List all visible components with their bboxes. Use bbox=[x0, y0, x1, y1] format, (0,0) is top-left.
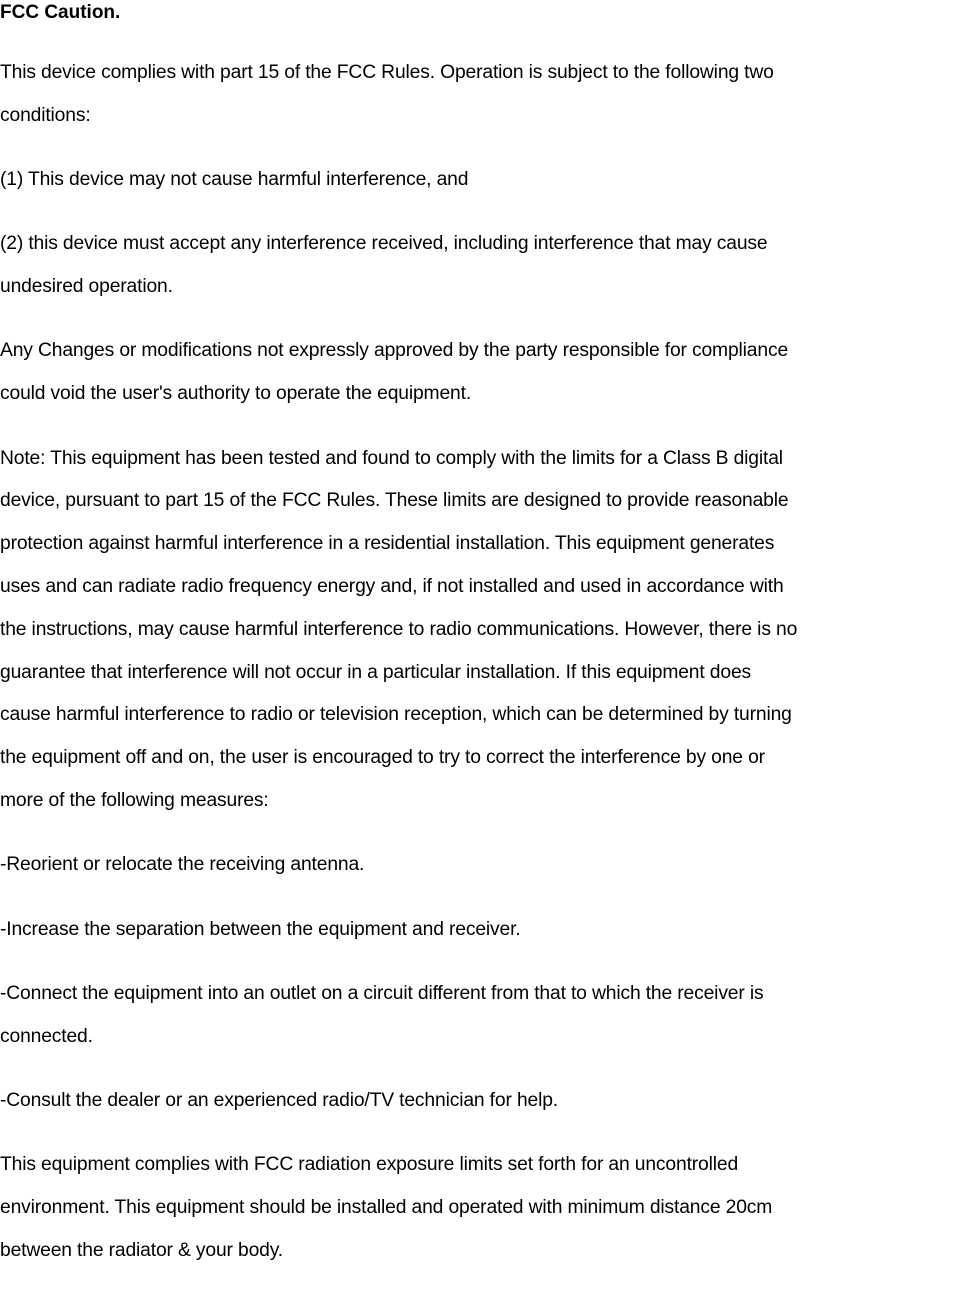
paragraph bbox=[0, 438, 969, 823]
text-line: protection against harmful interference in a residential installation. This equipment generates bbox=[0, 533, 775, 555]
text-line: undesired operation. bbox=[0, 276, 173, 298]
document-title: FCC Caution. bbox=[0, 2, 121, 23]
text-line: device, pursuant to part 15 of the FCC Rules. These limits are designed to provide reasonable bbox=[0, 490, 789, 512]
text-line: environment. This equipment should be installed and operated with minimum distance 20cm bbox=[0, 1197, 773, 1219]
text-line: This device complies with part 15 of the FCC Rules. Operation is subject to the following two bbox=[0, 62, 774, 83]
paragraph bbox=[0, 52, 969, 138]
text-line: -Reorient or relocate the receiving antenna. bbox=[0, 854, 365, 876]
text-line: -Connect the equipment into an outlet on a circuit different from that to which the receiver is bbox=[0, 982, 764, 1004]
paragraph bbox=[0, 1144, 969, 1272]
paragraph bbox=[0, 973, 969, 1059]
paragraph bbox=[0, 159, 969, 202]
text-line: Any Changes or modifications not expressly approved by the party responsible for compliance bbox=[0, 340, 789, 362]
paragraph bbox=[0, 223, 969, 309]
text-line: the instructions, may cause harmful interference to radio communications. However, there is no bbox=[0, 618, 798, 640]
text-line: cause harmful interference to radio or television reception, which can be determined by turning bbox=[0, 704, 792, 726]
text-line: conditions: bbox=[0, 104, 91, 126]
text-line: uses and can radiate radio frequency energy and, if not installed and used in accordance with bbox=[0, 575, 784, 597]
text-line: (2) this device must accept any interference received, including interference that may cause bbox=[0, 233, 768, 255]
text-line: guarantee that interference will not occur in a particular installation. If this equipment does bbox=[0, 661, 752, 683]
text-line: This equipment complies with FCC radiation exposure limits set forth for an uncontrolled bbox=[0, 1154, 739, 1176]
text-line: could void the user's authority to operate the equipment. bbox=[0, 383, 472, 405]
text-line: between the radiator & your body. bbox=[0, 1239, 284, 1261]
text-line: Note: This equipment has been tested and found to comply with the limits for a Class B digital bbox=[0, 447, 783, 469]
text-line: the equipment off and on, the user is encouraged to try to correct the interference by one or bbox=[0, 747, 765, 769]
text-line: -Increase the separation between the equipment and receiver. bbox=[0, 918, 521, 940]
text-line: (1) This device may not cause harmful interference, and bbox=[0, 169, 469, 191]
document-body bbox=[0, 52, 969, 1273]
paragraph bbox=[0, 1080, 969, 1123]
text-line: more of the following measures: bbox=[0, 789, 269, 811]
paragraph bbox=[0, 330, 969, 416]
text-line: -Consult the dealer or an experienced radio/TV technician for help. bbox=[0, 1089, 559, 1111]
paragraph bbox=[0, 844, 969, 887]
paragraph bbox=[0, 909, 969, 952]
text-line: connected. bbox=[0, 1025, 93, 1047]
